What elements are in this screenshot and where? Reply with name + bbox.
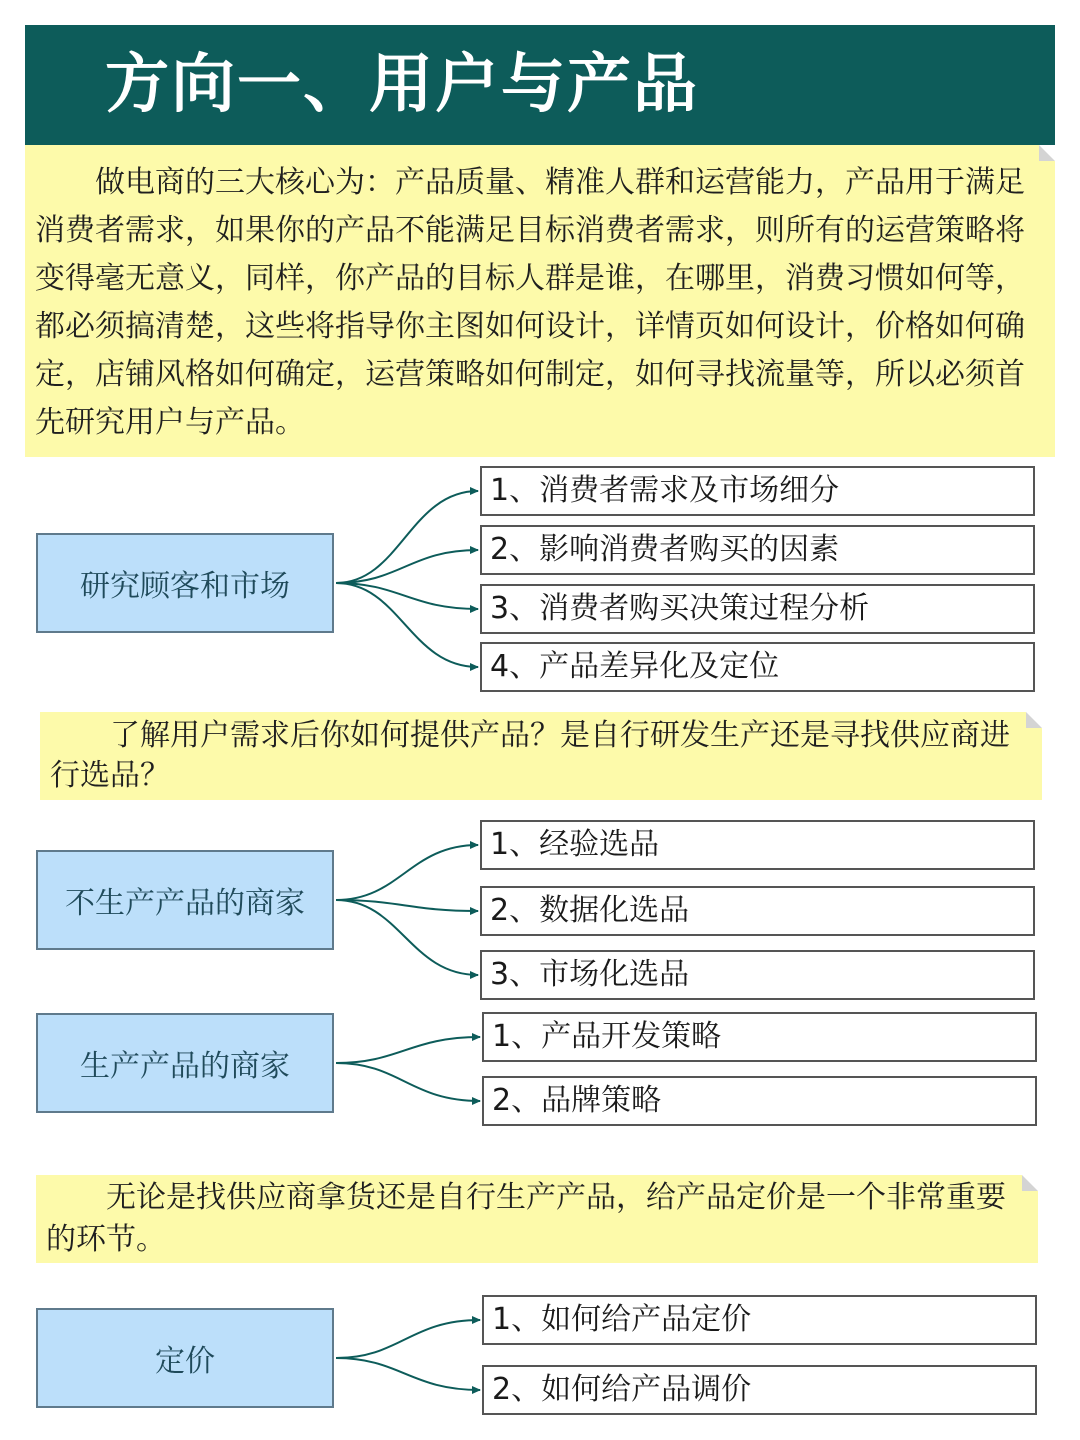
group-producer: 生产产品的商家 — [36, 1013, 334, 1113]
item-experience-selection: 1、经验选品 — [480, 820, 1035, 870]
item-how-to-adjust-price: 2、如何给产品调价 — [482, 1365, 1037, 1415]
intro-text: 做电商的三大核心为：产品质量、精准人群和运营能力，产品用于满足消费者需求，如果你的产品不能满足目标消费者需求，则所有的运营策略将变得毫无意义，同样，你产品的目标人群是谁，在哪里，消费习惯如何等，都必须搞清楚，这些将指导你主图如何设计，详情页如何设计，价格如何确定，店铺风格如何确定，运营策略如何制定，如何寻找流量等，所以必须首先研究用户与产品。 — [35, 165, 1025, 440]
page-fold-icon — [1022, 1175, 1038, 1191]
item-how-to-price: 1、如何给产品定价 — [482, 1295, 1037, 1345]
connector-g2-1 — [336, 845, 478, 900]
item-purchase-factors: 2、影响消费者购买的因素 — [480, 525, 1035, 575]
group-pricing: 定价 — [36, 1308, 334, 1408]
item-brand-strategy: 2、品牌策略 — [482, 1076, 1037, 1126]
connector-g1-1 — [336, 491, 478, 583]
group-research-market: 研究顾客和市场 — [36, 533, 334, 633]
page-fold-icon — [1026, 712, 1042, 728]
item-product-dev-strategy: 1、产品开发策略 — [482, 1012, 1037, 1062]
supply-note — [40, 712, 1042, 800]
item-decision-process: 3、消费者购买决策过程分析 — [480, 584, 1035, 634]
connector-g3-2 — [336, 1063, 480, 1101]
pricing-note-text: 无论是找供应商拿货还是自行生产产品，给产品定价是一个非常重要的环节。 — [46, 1180, 1006, 1257]
supply-note-text: 了解用户需求后你如何提供产品？是自行研发生产还是寻找供应商进行选品？ — [50, 718, 1010, 793]
page-title: 方向一、用户与产品 — [105, 48, 699, 122]
group-non-producer: 不生产产品的商家 — [36, 850, 334, 950]
connector-g1-2 — [336, 550, 478, 583]
connector-g4-2 — [336, 1358, 480, 1390]
connector-g2-2 — [336, 900, 478, 911]
connector-g4-1 — [336, 1320, 480, 1358]
item-demand-segmentation: 1、消费者需求及市场细分 — [480, 466, 1035, 516]
item-market-selection: 3、市场化选品 — [480, 950, 1035, 1000]
pricing-note — [36, 1175, 1038, 1263]
item-data-selection: 2、数据化选品 — [480, 886, 1035, 936]
connector-g3-1 — [336, 1037, 480, 1063]
item-differentiation: 4、产品差异化及定位 — [480, 642, 1035, 692]
